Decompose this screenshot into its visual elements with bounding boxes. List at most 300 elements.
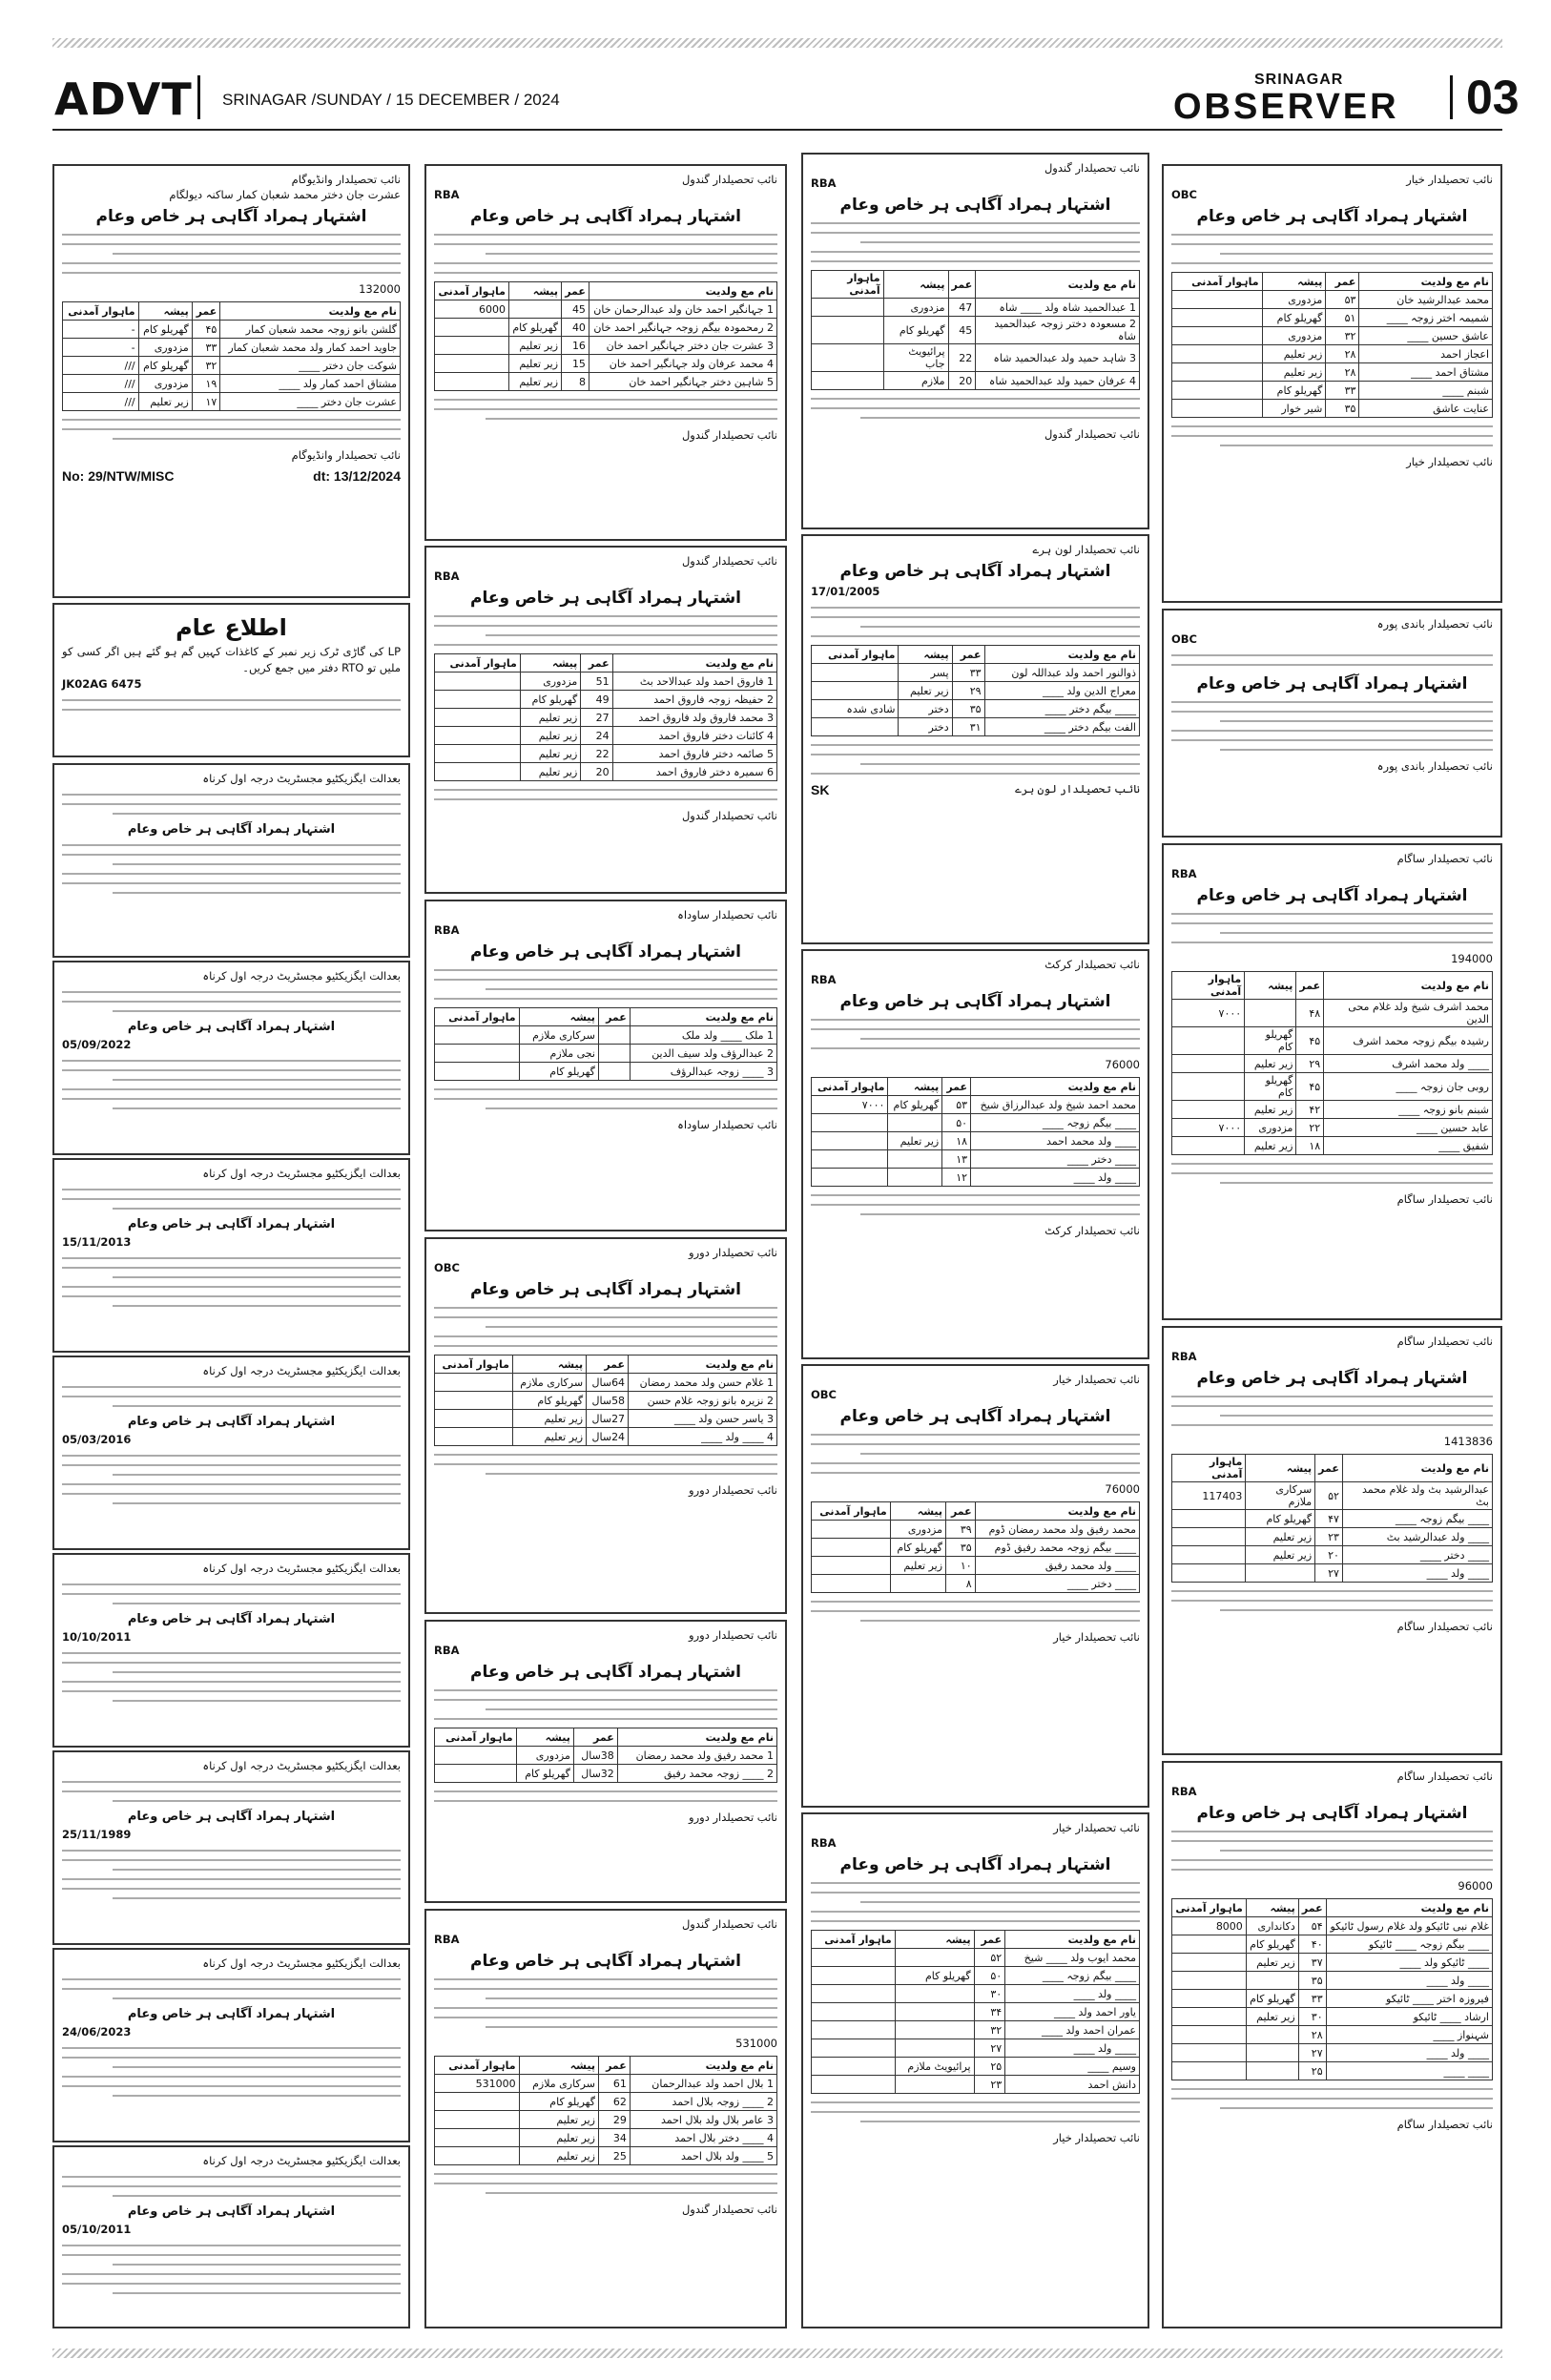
notice-heading: اشتہار ہمراد آگاہی ہر خاص وعام (839, 1855, 1111, 1874)
table-cell: مشتاق احمد ____ (1359, 363, 1493, 382)
table-cell (1172, 363, 1263, 382)
table-cell: ۳۲ (192, 357, 220, 375)
notice-heading: اشتہار ہمراد آگاہی ہر خاص وعام (127, 822, 336, 837)
table-header-cell: عمر (974, 1931, 1005, 1949)
table-cell: 64سال (587, 1374, 629, 1392)
notice-office: نائب تحصیلدار گندول (681, 428, 777, 442)
table-cell: شمیمہ اختر زوجہ ____ (1359, 309, 1493, 327)
notice-office: نائب تحصیلدار گندول (1044, 427, 1140, 441)
notice-type: RBA (434, 1933, 460, 1946)
table-cell: زیر تعلیم (512, 1410, 586, 1428)
table-cell: ۳۳ (1298, 1990, 1326, 2008)
notice-type: OBC (1171, 632, 1197, 646)
table-header-row (1172, 1899, 1493, 1917)
table-cell: گھریلو کام (512, 1392, 586, 1410)
table-cell: 1 محمد رفیق ولد محمد رمضان (617, 1747, 776, 1765)
table-cell (812, 1575, 891, 1593)
table-header-row (1172, 1455, 1493, 1482)
table-cell: 22 (581, 745, 612, 763)
table-cell (435, 1428, 513, 1446)
notice-card (424, 900, 787, 1231)
table-cell: گلشن بانو زوجہ محمد شعبان کمار (220, 321, 401, 339)
notice-office: نائب تحصیلدار ساگام (1396, 1620, 1493, 1633)
notice-body (434, 789, 777, 800)
table-cell: /// (63, 357, 139, 375)
table-cell: ۲۸ (1326, 345, 1359, 363)
table-header-cell: پیشہ (899, 646, 952, 664)
table-row (1172, 1000, 1493, 1027)
table-cell: شوکت جان دختر ____ (220, 357, 401, 375)
table-cell: 1 عبدالحمید شاہ ولد ____ شاہ (976, 299, 1140, 317)
table-row (812, 344, 1140, 372)
table-cell (812, 1539, 891, 1557)
table-row (435, 337, 777, 355)
table-header-cell: ماہوار آمدنی (435, 1728, 517, 1747)
table-header-row (1172, 972, 1493, 1000)
public-notice-heading: اطلاع عام (176, 614, 287, 641)
table-cell (598, 1063, 630, 1081)
table-header-cell: نام مع ولدیت (589, 282, 776, 300)
table-cell (895, 1985, 974, 2003)
notice-heading: اشتہار ہمراد آگاہی ہر خاص وعام (839, 992, 1111, 1011)
table-row (812, 1132, 1140, 1150)
table-cell: ۲۳ (974, 2076, 1005, 2094)
table-row (63, 339, 401, 357)
table-cell: ۴۲ (1296, 1101, 1324, 1119)
notice-tehsil: نائب تحصیلدار خیار (1053, 1373, 1140, 1386)
table-row (812, 1985, 1140, 2003)
table-cell (435, 2129, 520, 2147)
notice-card (801, 949, 1149, 1359)
notice-amount: 132000 (359, 282, 401, 296)
birth-notice-card (52, 1356, 410, 1550)
table-row (63, 321, 401, 339)
table-cell (888, 1150, 942, 1169)
table-cell: 62 (598, 2093, 630, 2111)
birth-notice-court: بعدالت ایگزیکٹیو مجسٹریٹ درجہ اول کرناہ (202, 2154, 401, 2167)
notice-heading: اشتہار ہمراد آگاہی ہر خاص وعام (1196, 1804, 1468, 1823)
table-cell: ____ ولد ____ (1326, 2044, 1492, 2062)
table-cell (1172, 1564, 1246, 1583)
table-cell (812, 2058, 896, 2076)
table-cell: ۵۲ (974, 1949, 1005, 1967)
notice-body (434, 1307, 777, 1347)
table-cell (435, 673, 521, 691)
table-cell: محمد اشرف شیخ ولد غلام محی الدین (1324, 1000, 1493, 1027)
notice-body (62, 1455, 401, 1504)
table-row (1172, 1917, 1493, 1935)
notice-card (424, 1909, 787, 2328)
table-header-cell: عمر (952, 646, 984, 664)
table-header-cell: نام مع ولدیت (612, 654, 776, 673)
table-cell: ملازم (883, 372, 948, 390)
table-cell (888, 1114, 942, 1132)
table-cell: 2 عبدالرؤف ولد سیف الدین (630, 1045, 776, 1063)
notice-heading: اشتہار ہمراد آگاہی ہر خاص وعام (127, 2007, 336, 2021)
table-cell: 1 بلال احمد ولد عبدالرحمان (630, 2075, 776, 2093)
table-cell (435, 763, 521, 781)
notice-card (801, 534, 1149, 944)
notice-office: نائب تحصیلدار وانڈیوگام (291, 448, 401, 462)
table-cell: وسیم ____ (1005, 2058, 1140, 2076)
table-cell: ۱۷ (192, 393, 220, 411)
table-cell: 25 (598, 2147, 630, 2165)
table-row (1172, 2026, 1493, 2044)
table-cell: 2 نزیرہ بانو زوجہ غلام حسن (629, 1392, 777, 1410)
table-cell: مزدوری (138, 375, 192, 393)
notice-body (434, 399, 777, 420)
table-cell: ۱۲ (942, 1169, 971, 1187)
table-cell (812, 344, 884, 372)
table-cell: ۴۰ (1298, 1935, 1326, 1954)
table-cell: گھریلو کام (1246, 1510, 1315, 1528)
table-cell (435, 1045, 520, 1063)
table-row (435, 1765, 777, 1783)
notice-type: RBA (434, 1644, 460, 1657)
notice-office: نائب تحصیلدار خیار (1053, 2131, 1140, 2144)
notice-body (811, 2101, 1140, 2122)
table-cell (1246, 2026, 1298, 2044)
table-row (63, 393, 401, 411)
table-cell: ____ بیگم دختر ____ (984, 700, 1139, 718)
table-cell: 5 صائمہ دختر فاروق احمد (612, 745, 776, 763)
table-header-cell: پیشہ (890, 1502, 945, 1521)
table-cell: رشیدہ بیگم زوجہ محمد اشرف (1324, 1027, 1493, 1055)
table-cell: محمد ایوب ولد ____ شیخ (1005, 1949, 1140, 1967)
notice-tehsil: نائب تحصیلدار خیار (1053, 1821, 1140, 1834)
notice-tehsil: نائب تحصیلدار دورو (689, 1628, 777, 1642)
table-row (812, 664, 1140, 682)
reference-number: No: 29/NTW/MISC (62, 468, 175, 484)
table-cell: زیر تعلیم (1246, 1954, 1298, 1972)
table-cell: 20 (581, 763, 612, 781)
notice-amount: 76000 (1105, 1058, 1140, 1071)
table-cell (598, 1045, 630, 1063)
table-cell: ۲۹ (952, 682, 984, 700)
table-cell: 6000 (435, 300, 509, 319)
table-header-cell: ماہوار آمدنی (1172, 1455, 1246, 1482)
table-row (435, 300, 777, 319)
table-cell: /// (63, 393, 139, 411)
table-cell: 49 (581, 691, 612, 709)
table-cell: 2 رمحمودہ بیگم زوجہ جہانگیر احمد خان (589, 319, 776, 337)
table-row (1172, 1510, 1493, 1528)
table-cell: ____ بیگم زوجہ محمد رفیق ڈوم (975, 1539, 1139, 1557)
table-cell (435, 2111, 520, 2129)
table-cell: ۳۰ (1298, 2008, 1326, 2026)
birth-notice-card (52, 1948, 410, 2142)
notice-body (434, 969, 777, 1000)
table-cell: گھریلو کام (1262, 309, 1326, 327)
table-cell (1172, 1073, 1245, 1101)
notice-office: نائب تحصیلدار خیار (1053, 1630, 1140, 1644)
birth-notice-court: بعدالت ایگزیکٹیو مجسٹریٹ درجہ اول کرناہ (202, 1167, 401, 1180)
table-cell: 40 (562, 319, 589, 337)
table-header-cell: نام مع ولدیت (1005, 1931, 1140, 1949)
table-cell: اعجاز احمد (1359, 345, 1493, 363)
table-cell: مزدوری (890, 1521, 945, 1539)
table-cell: عشرت جان دختر ____ (220, 393, 401, 411)
table-header-cell: نام مع ولدیت (976, 271, 1140, 299)
table-cell (1172, 1101, 1245, 1119)
table-row (1172, 400, 1493, 418)
notice-body (434, 615, 777, 646)
table-cell: ۱۰ (946, 1557, 976, 1575)
notice-body (434, 1088, 777, 1109)
table-cell (435, 1374, 513, 1392)
masthead-divider (197, 75, 200, 119)
table-cell: گھریلو کام (1246, 1935, 1298, 1954)
table-cell: عمران احمد ولد ____ (1005, 2021, 1140, 2039)
table-cell: ۳۳ (1326, 382, 1359, 400)
table-cell (1172, 345, 1263, 363)
table-cell (812, 1169, 888, 1187)
table-row (812, 2039, 1140, 2058)
table-cell: زیر تعلیم (520, 727, 580, 745)
birth-notice-court: بعدالت ایگزیکٹیو مجسٹریٹ درجہ اول کرناہ (202, 1562, 401, 1575)
table-cell (435, 2147, 520, 2165)
table-cell (598, 1026, 630, 1045)
table-cell: ۷۰۰۰ (1172, 1119, 1245, 1137)
table-cell: ۲۰ (1315, 1546, 1343, 1564)
table-cell: 1 ملک ____ ولد ملک (630, 1026, 776, 1045)
notice-office: نائب تحصیلدار کرکٹ (1044, 1224, 1140, 1237)
table-cell: زیر تعلیم (1246, 2008, 1298, 2026)
family-table (1171, 971, 1493, 1155)
table-cell (895, 2021, 974, 2039)
table-header-cell: عمر (1315, 1455, 1343, 1482)
table-header-cell: پیشہ (519, 2057, 598, 2075)
table-row (435, 1374, 777, 1392)
table-row (435, 1428, 777, 1446)
table-cell: ۵۰ (974, 1967, 1005, 1985)
table-header-cell: پیشہ (519, 1008, 598, 1026)
table-cell: ۴۷ (1315, 1510, 1343, 1528)
table-cell: گھریلو کام (519, 2093, 598, 2111)
table-cell: زیر تعلیم (1262, 345, 1326, 363)
notice-body (1171, 234, 1493, 264)
notice-body (62, 1652, 401, 1702)
notice-body (811, 1194, 1140, 1215)
table-header-cell: نام مع ولدیت (1342, 1455, 1492, 1482)
table-cell: ۳۲ (974, 2021, 1005, 2039)
table-cell: زیر تعلیم (519, 2129, 598, 2147)
table-cell: شادی شدہ (812, 700, 899, 718)
table-cell: ۳۵ (946, 1539, 976, 1557)
table-row (435, 373, 777, 391)
notice-office: نائب تحصیلدار ساگام (1396, 2118, 1493, 2131)
notice-office: نائب تحصیلدار گندول (681, 2203, 777, 2216)
table-cell: گھریلو کام (1245, 1027, 1296, 1055)
table-header-row (1172, 273, 1493, 291)
table-cell (1172, 1990, 1247, 2008)
table-cell (812, 2039, 896, 2058)
top-border-hatch (52, 38, 1502, 48)
table-header-cell: عمر (1296, 972, 1324, 1000)
table-cell: 45 (562, 300, 589, 319)
table-cell: 34 (598, 2129, 630, 2147)
table-cell (435, 1026, 520, 1045)
table-cell: ____ ولد عبدالرشید بٹ (1342, 1528, 1492, 1546)
notice-body (434, 2173, 777, 2194)
table-row (812, 718, 1140, 736)
table-cell: گھریلو کام (508, 319, 561, 337)
table-cell: 45 (948, 317, 976, 344)
table-cell: 3 یاسر حسن ولد ____ (629, 1410, 777, 1428)
table-cell: روبی جان زوجہ ____ (1324, 1073, 1493, 1101)
table-cell: زیر تعلیم (508, 373, 561, 391)
table-header-cell: نام مع ولدیت (1324, 972, 1493, 1000)
table-cell: 3 عشرت جان دختر جہانگیر احمد خان (589, 337, 776, 355)
table-cell: گھریلو کام (888, 1096, 942, 1114)
notice-card (424, 1620, 787, 1903)
section-label: ADVT (54, 73, 193, 125)
table-cell: عابد حسین ____ (1324, 1119, 1493, 1137)
table-header-cell: ماہوار آمدنی (812, 271, 884, 299)
notice-body (62, 1781, 401, 1802)
table-row (812, 1967, 1140, 1985)
notice-office: نائب تحصیلدار گندول (681, 809, 777, 822)
table-cell (1172, 1027, 1245, 1055)
table-row (812, 1949, 1140, 1967)
notice-office: نائب تحصیلدار باندی پورہ (1376, 759, 1493, 773)
table-cell: ۲۹ (1296, 1055, 1324, 1073)
birth-date: 15/11/2013 (62, 1235, 132, 1249)
table-cell: ۸ (946, 1575, 976, 1593)
notice-amount: 76000 (1105, 1482, 1140, 1496)
table-cell (435, 745, 521, 763)
notice-tehsil: نائب تحصیلدار ساگام (1396, 1769, 1493, 1783)
notice-body (62, 1386, 401, 1407)
table-row (435, 673, 777, 691)
table-cell (895, 1949, 974, 1967)
table-cell: 24سال (587, 1428, 629, 1446)
family-table (1171, 1898, 1493, 2080)
notice-type: RBA (1171, 1350, 1197, 1363)
table-cell: 6 سمیرہ دختر فاروق احمد (612, 763, 776, 781)
birth-date: 05/09/2022 (62, 1038, 132, 1051)
table-cell: 22 (948, 344, 976, 372)
table-cell: ۴۸ (1296, 1000, 1324, 1027)
table-row (435, 2093, 777, 2111)
notice-card (801, 1364, 1149, 1808)
table-row (812, 1521, 1140, 1539)
table-cell: مزدوری (1245, 1119, 1296, 1137)
table-row (435, 1045, 777, 1063)
table-header-cell: عمر (598, 1008, 630, 1026)
table-cell: 27 (581, 709, 612, 727)
table-header-cell: نام مع ولدیت (617, 1728, 776, 1747)
notice-heading: اشتہار ہمراد آگاہی ہر خاص وعام (127, 1612, 336, 1626)
table-header-cell: ماہوار آمدنی (63, 302, 139, 321)
birth-notice-card (52, 961, 410, 1155)
family-table (434, 2056, 777, 2165)
table-cell: شیر خوار (1262, 400, 1326, 418)
table-cell: 3 عامر بلال ولد بلال احمد (630, 2111, 776, 2129)
table-row (812, 2076, 1140, 2094)
table-cell (1172, 400, 1263, 418)
table-cell (1172, 1935, 1247, 1954)
table-cell (1246, 1564, 1315, 1583)
notice-tehsil: نائب تحصیلدار گندول (1044, 161, 1140, 175)
table-cell (812, 2076, 896, 2094)
table-cell: سرکاری ملازم (519, 2075, 598, 2093)
table-header-cell: عمر (581, 654, 612, 673)
notice-heading: اشتہار ہمراد آگاہی ہر خاص وعام (469, 589, 741, 608)
notice-heading: اشتہار ہمراد آگاہی ہر خاص وعام (839, 562, 1111, 581)
table-cell: 3 شاہد حمید ولد عبدالحمید شاہ (976, 344, 1140, 372)
dateline: SRINAGAR /SUNDAY / 15 DECEMBER / 2024 (222, 91, 560, 109)
table-cell: 8000 (1172, 1917, 1247, 1935)
reference-line (62, 468, 401, 484)
table-header-row (435, 1356, 777, 1374)
table-cell: 1 جہانگیر احمد خان ولد عبدالرحمان خان (589, 300, 776, 319)
table-cell: عاشق حسین ____ (1359, 327, 1493, 345)
family-table (1171, 272, 1493, 418)
family-table (811, 1501, 1140, 1593)
notice-card (424, 546, 787, 894)
table-row (1172, 1990, 1493, 2008)
table-row (812, 682, 1140, 700)
table-cell (1245, 1000, 1296, 1027)
table-cell: سرکاری ملازم (1246, 1482, 1315, 1510)
table-cell (812, 1132, 888, 1150)
birth-notice-card (52, 1553, 410, 1748)
notice-body (434, 1689, 777, 1720)
family-table (811, 1930, 1140, 2094)
notice-body (434, 1978, 777, 2028)
table-header-cell: ماہوار آمدنی (435, 654, 521, 673)
table-cell: - (63, 339, 139, 357)
table-cell: ____ ____ (1326, 2062, 1492, 2080)
table-cell: جاوید احمد کمار ولد محمد شعبان کمار (220, 339, 401, 357)
table-cell (895, 2076, 974, 2094)
table-cell: گھریلو کام (883, 317, 948, 344)
notice-heading: اشتہار ہمراد آگاہی ہر خاص وعام (1196, 886, 1468, 905)
table-cell: زیر تعلیم (1246, 1528, 1315, 1546)
table-cell: ۲۸ (1298, 2026, 1326, 2044)
table-cell: ۳۳ (952, 664, 984, 682)
table-cell: معراج الدین ولد ____ (984, 682, 1139, 700)
table-cell: ۲۵ (1298, 2062, 1326, 2080)
notice-body (1171, 425, 1493, 446)
table-header-cell: نام مع ولدیت (975, 1502, 1139, 1521)
table-cell: مزدوری (883, 299, 948, 317)
table-cell: ۷۰۰۰ (812, 1096, 888, 1114)
table-header-cell: عمر (587, 1356, 629, 1374)
notice-card (1162, 609, 1502, 838)
notice-office: نائب تحصیلدار ساوداہ (677, 1118, 777, 1131)
table-cell: فیروزہ اختر ____ ٹائیکو (1326, 1990, 1492, 2008)
birth-notice-card (52, 2145, 410, 2328)
public-notice-card (52, 603, 410, 757)
table-cell: زیر تعلیم (520, 763, 580, 781)
notice-tehsil: نائب تحصیلدار وانڈیوگام (291, 173, 401, 186)
notice-body (62, 794, 401, 815)
table-header-cell: پیشہ (512, 1356, 586, 1374)
notice-heading: اشتہار ہمراد آگاہی ہر خاص وعام (127, 1415, 336, 1429)
table-cell: مزدوری (1262, 291, 1326, 309)
table-cell: زیر تعلیم (138, 393, 192, 411)
notice-type: OBC (1171, 188, 1197, 201)
table-cell: 2 مسعودہ دختر زوجہ عبدالحمید شاہ (976, 317, 1140, 344)
table-header-cell: پیشہ (138, 302, 192, 321)
table-header-cell: پیشہ (508, 282, 561, 300)
notice-heading: اشتہار ہمراد آگاہی ہر خاص وعام (469, 1280, 741, 1299)
table-cell: زیر تعلیم (1245, 1101, 1296, 1119)
table-header-cell: پیشہ (1245, 972, 1296, 1000)
table-cell: ____ دختر ____ (1342, 1546, 1492, 1564)
